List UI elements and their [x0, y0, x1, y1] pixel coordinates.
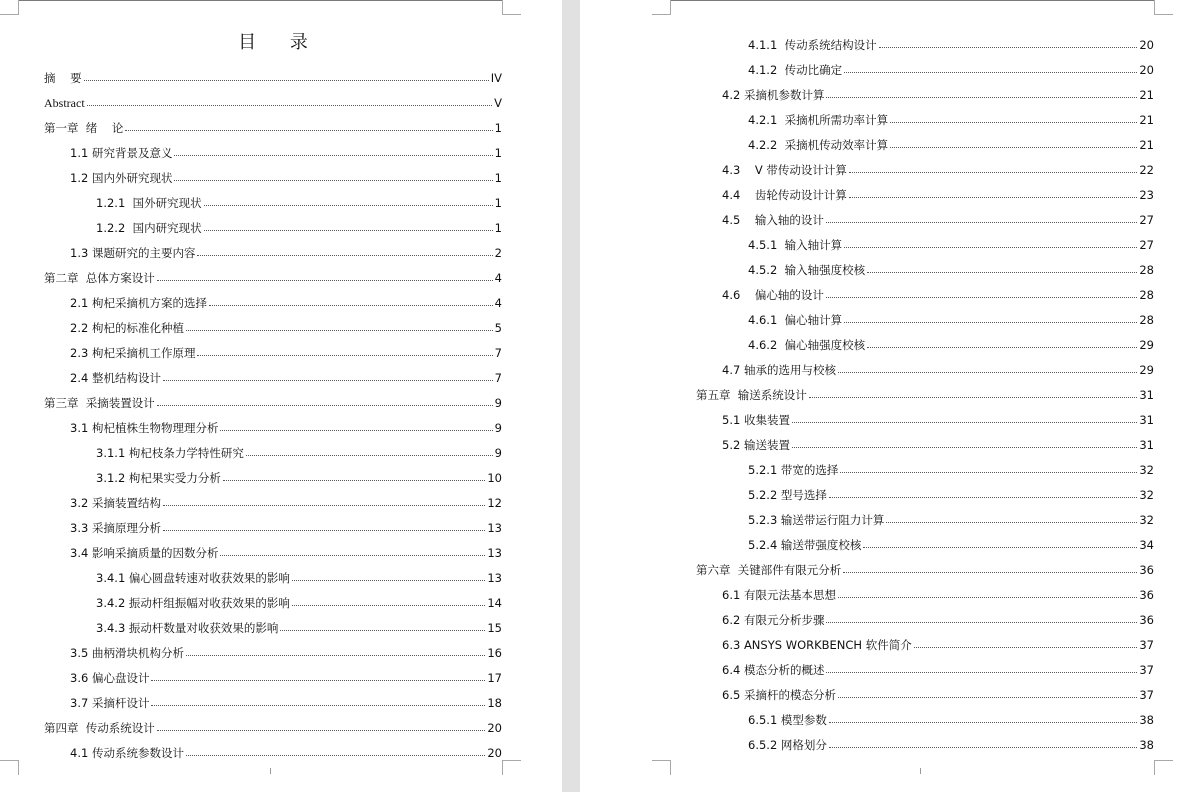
toc-dot-leader	[829, 497, 1137, 498]
document-page-right	[580, 0, 1192, 792]
toc-entry-page-number: 13	[487, 521, 502, 535]
toc-entry-label: 4.5.1 输入轴计算	[748, 238, 843, 252]
toc-entry-page-number: 1	[494, 146, 502, 160]
toc-entry-page-number: 38	[1139, 713, 1154, 727]
toc-entry-page-number: 12	[487, 496, 502, 510]
toc-dot-leader	[849, 172, 1137, 173]
toc-entry-page-number: 15	[487, 621, 502, 635]
toc-dot-leader	[809, 397, 1138, 398]
toc-entry[interactable]	[722, 277, 1154, 302]
toc-dot-leader	[220, 555, 485, 556]
toc-entry-page-number: 17	[487, 671, 502, 685]
margin-corner-mark	[502, 760, 521, 775]
toc-entry-page-number: 9	[494, 421, 502, 435]
toc-entry-page-number: 31	[1139, 438, 1154, 452]
toc-entry-page-number: 10	[487, 471, 502, 485]
toc-entry-page-number: 22	[1139, 163, 1154, 177]
toc-entry-label: 5.2.1 带宽的选择	[748, 463, 839, 477]
toc-entry[interactable]	[70, 735, 502, 760]
toc-dot-leader	[826, 622, 1137, 623]
toc-dot-leader	[220, 430, 492, 431]
toc-entry-label: 第二章 总体方案设计	[44, 271, 155, 285]
toc-entry-page-number: 38	[1139, 738, 1154, 752]
toc-dot-leader	[886, 522, 1137, 523]
toc-dot-leader	[838, 697, 1137, 698]
toc-entry-label: 6.2 有限元分析步骤	[722, 613, 825, 627]
toc-entry[interactable]	[696, 377, 1154, 402]
toc-entry-label: 4.4 齿轮传动设计计算	[722, 188, 847, 202]
toc-entry[interactable]	[748, 302, 1154, 327]
toc-entry[interactable]	[96, 185, 502, 210]
toc-dot-leader	[125, 130, 492, 131]
toc-entry-label: 5.1 收集装置	[722, 413, 790, 427]
toc-entry-label: Abstract	[44, 96, 85, 110]
toc-entry[interactable]	[748, 102, 1154, 127]
toc-entry-label: 4.1 传动系统参数设计	[70, 746, 184, 760]
toc-entry-page-number: 4	[494, 271, 502, 285]
toc-entry[interactable]	[96, 585, 502, 610]
toc-entry-page-number: 21	[1139, 138, 1154, 152]
toc-entry-label: 2.3 枸杞采摘机工作原理	[70, 346, 196, 360]
toc-dot-leader	[174, 155, 492, 156]
toc-dot-leader	[246, 455, 493, 456]
toc-entry[interactable]	[70, 485, 502, 510]
toc-entry-page-number: 21	[1139, 113, 1154, 127]
toc-entry-page-number: 31	[1139, 388, 1154, 402]
toc-dot-leader	[826, 222, 1137, 223]
toc-entry[interactable]	[70, 360, 502, 385]
toc-entry-label: 1.1 研究背景及意义	[70, 146, 173, 160]
toc-entry-page-number: 5	[494, 321, 502, 335]
toc-entry-label: 6.1 有限元法基本思想	[722, 588, 836, 602]
toc-entry-label: 第六章 关键部件有限元分析	[696, 563, 842, 577]
toc-dot-leader	[163, 530, 485, 531]
toc-dot-leader	[174, 180, 492, 181]
toc-entry[interactable]	[748, 127, 1154, 152]
toc-entry-page-number: 27	[1139, 213, 1154, 227]
toc-entry-label: 1.2 国内外研究现状	[70, 171, 173, 185]
toc-entry[interactable]	[96, 460, 502, 485]
toc-dot-leader	[829, 722, 1137, 723]
toc-entry-label: 3.6 偏心盘设计	[70, 671, 150, 685]
toc-entry[interactable]	[722, 152, 1154, 177]
toc-entry-label: 3.4.3 振动杆数量对收获效果的影响	[96, 621, 279, 635]
toc-entry[interactable]	[44, 110, 502, 135]
toc-entry[interactable]	[748, 452, 1154, 477]
toc-dot-leader	[163, 505, 485, 506]
toc-entry-page-number: 28	[1139, 288, 1154, 302]
margin-corner-mark	[0, 0, 19, 15]
toc-entry[interactable]	[44, 60, 502, 85]
toc-entry[interactable]	[722, 577, 1154, 602]
toc-entry[interactable]	[44, 260, 502, 285]
toc-dot-leader	[890, 147, 1137, 148]
toc-dot-leader	[844, 72, 1137, 73]
toc-entry-label: 4.5.2 输入轴强度校核	[748, 263, 866, 277]
toc-dot-leader	[186, 330, 493, 331]
toc-dot-leader	[844, 247, 1137, 248]
toc-entry[interactable]	[748, 327, 1154, 352]
toc-entry-page-number: 32	[1139, 513, 1154, 527]
toc-entry-label: 第三章 采摘装置设计	[44, 396, 155, 410]
toc-dot-leader	[826, 672, 1137, 673]
toc-entry-page-number: 13	[487, 546, 502, 560]
toc-entry-label: 2.4 整机结构设计	[70, 371, 161, 385]
toc-dot-leader	[826, 297, 1137, 298]
toc-dot-leader	[838, 597, 1137, 598]
toc-entry[interactable]	[748, 227, 1154, 252]
toc-dot-leader	[157, 730, 486, 731]
toc-dot-leader	[157, 280, 493, 281]
toc-entry[interactable]	[748, 27, 1154, 52]
toc-dot-leader	[838, 372, 1137, 373]
toc-entry-label: 3.4 影响采摘质量的因数分析	[70, 546, 219, 560]
toc-entry-page-number: 20	[1139, 63, 1154, 77]
toc-entry-page-number: 36	[1139, 563, 1154, 577]
toc-entry[interactable]	[96, 210, 502, 235]
toc-dot-leader	[280, 630, 485, 631]
toc-entry-label: 4.5 输入轴的设计	[722, 213, 824, 227]
toc-dot-leader	[792, 422, 1137, 423]
toc-entry-page-number: 37	[1139, 638, 1154, 652]
margin-corner-mark	[1154, 760, 1173, 775]
toc-entry-label: 第五章 输送系统设计	[696, 388, 807, 402]
toc-entry-page-number: V	[494, 96, 502, 110]
toc-entry-label: 4.2.2 采摘机传动效率计算	[748, 138, 889, 152]
toc-entry[interactable]	[70, 135, 502, 160]
toc-dot-leader	[223, 480, 485, 481]
toc-entry-label: 2.2 枸杞的标准化种植	[70, 321, 184, 335]
margin-corner-mark	[652, 760, 671, 775]
toc-entry-page-number: 23	[1139, 188, 1154, 202]
toc-dot-leader	[792, 447, 1137, 448]
toc-entry-page-number: 28	[1139, 263, 1154, 277]
page-top-edge	[18, 0, 502, 1]
toc-entry[interactable]	[722, 427, 1154, 452]
toc-entry-label: 3.4.1 偏心圆盘转速对收获效果的影响	[96, 571, 290, 585]
toc-dot-leader	[292, 580, 485, 581]
toc-entry-label: 6.3 ANSYS WORKBENCH 软件简介	[722, 638, 912, 652]
toc-dot-leader	[890, 122, 1137, 123]
toc-entry-page-number: IV	[490, 71, 502, 85]
toc-entry-label: 1.2.2 国内研究现状	[96, 221, 202, 235]
toc-dot-leader	[840, 472, 1137, 473]
toc-entry-page-number: 37	[1139, 663, 1154, 677]
toc-dot-leader	[87, 105, 492, 106]
toc-entry[interactable]	[748, 52, 1154, 77]
toc-dot-leader	[186, 755, 485, 756]
toc-title: 目 录	[238, 32, 322, 53]
toc-dot-leader	[84, 80, 489, 81]
toc-entry-label: 4.7 轴承的选用与校核	[722, 363, 836, 377]
toc-entry-label: 5.2.2 型号选择	[748, 488, 827, 502]
toc-dot-leader	[843, 572, 1137, 573]
toc-entry-label: 5.2.4 输送带强度校核	[748, 538, 862, 552]
toc-entry[interactable]	[70, 510, 502, 535]
toc-dot-leader	[157, 405, 493, 406]
toc-dot-leader	[197, 355, 492, 356]
toc-entry-page-number: 7	[494, 371, 502, 385]
toc-entry-page-number: 14	[487, 596, 502, 610]
toc-entry-label: 3.2 采摘装置结构	[70, 496, 161, 510]
toc-entry-label: 摘 要	[44, 71, 82, 85]
toc-entry-label: 1.3 课题研究的主要内容	[70, 246, 196, 260]
toc-entry-page-number: 20	[1139, 38, 1154, 52]
toc-entry-page-number: 1	[494, 196, 502, 210]
toc-entry[interactable]	[722, 402, 1154, 427]
toc-entry[interactable]	[748, 477, 1154, 502]
toc-entry-page-number: 4	[494, 296, 502, 310]
toc-entry[interactable]	[722, 602, 1154, 627]
toc-entry[interactable]	[70, 635, 502, 660]
toc-dot-leader	[867, 272, 1137, 273]
toc-entry-label: 3.1 枸杞植株生物物理理分析	[70, 421, 219, 435]
toc-entry[interactable]	[70, 285, 502, 310]
toc-entry[interactable]	[44, 385, 502, 410]
toc-entry-label: 3.4.2 振动杆组振幅对收获效果的影响	[96, 596, 290, 610]
toc-entry[interactable]	[70, 660, 502, 685]
toc-entry[interactable]	[722, 352, 1154, 377]
margin-corner-mark	[1154, 0, 1173, 15]
toc-entry[interactable]	[70, 310, 502, 335]
toc-entry-page-number: 29	[1139, 363, 1154, 377]
toc-entry-page-number: 1	[494, 171, 502, 185]
toc-entry-page-number: 7	[494, 346, 502, 360]
footer-mark	[920, 768, 921, 774]
toc-dot-leader	[849, 197, 1137, 198]
toc-entry-page-number: 29	[1139, 338, 1154, 352]
toc-dot-leader	[163, 380, 493, 381]
toc-entry[interactable]	[70, 335, 502, 360]
toc-entry-label: 4.1.2 传动比确定	[748, 63, 843, 77]
toc-entry-page-number: 31	[1139, 413, 1154, 427]
toc-entry-label: 1.2.1 国外研究现状	[96, 196, 202, 210]
margin-corner-mark	[652, 0, 671, 15]
toc-entry-label: 4.6.1 偏心轴计算	[748, 313, 843, 327]
toc-entry[interactable]	[748, 527, 1154, 552]
toc-entry-label: 3.5 曲柄滑块机构分析	[70, 646, 184, 660]
toc-entry-label: 3.1.2 枸杞果实受力分析	[96, 471, 221, 485]
toc-entry-page-number: 27	[1139, 238, 1154, 252]
toc-entry-label: 4.6 偏心轴的设计	[722, 288, 824, 302]
toc-entry-label: 3.7 采摘杆设计	[70, 696, 150, 710]
toc-entry-page-number: 32	[1139, 488, 1154, 502]
toc-dot-leader	[186, 655, 485, 656]
document-page-left	[0, 0, 562, 792]
toc-entry-page-number: 37	[1139, 688, 1154, 702]
toc-entry-label: 2.1 枸杞采摘机方案的选择	[70, 296, 207, 310]
toc-entry-page-number: 28	[1139, 313, 1154, 327]
toc-entry-label: 6.5.1 模型参数	[748, 713, 827, 727]
margin-corner-mark	[502, 0, 521, 15]
toc-entry[interactable]	[748, 702, 1154, 727]
toc-entry-label: 6.5.2 网格划分	[748, 738, 827, 752]
toc-entry-label: 第一章 绪 论	[44, 121, 124, 135]
toc-dot-leader	[197, 255, 492, 256]
toc-entry[interactable]	[722, 677, 1154, 702]
toc-dot-leader	[879, 47, 1138, 48]
toc-entry[interactable]	[722, 177, 1154, 202]
toc-entry-page-number: 16	[487, 646, 502, 660]
toc-entry[interactable]	[70, 160, 502, 185]
toc-entry-label: 4.3 V 带传动设计计算	[722, 163, 847, 177]
toc-entry-label: 3.1.1 枸杞枝条力学特性研究	[96, 446, 244, 460]
toc-entry-page-number: 9	[494, 396, 502, 410]
toc-entry[interactable]	[44, 710, 502, 735]
toc-dot-leader	[829, 747, 1137, 748]
toc-entry-page-number: 34	[1139, 538, 1154, 552]
toc-entry-label: 4.2.1 采摘机所需功率计算	[748, 113, 889, 127]
toc-entry-label: 5.2.3 输送带运行阻力计算	[748, 513, 885, 527]
toc-entry[interactable]	[696, 552, 1154, 577]
toc-entry[interactable]	[722, 652, 1154, 677]
toc-entry[interactable]	[44, 85, 502, 110]
toc-entry[interactable]	[748, 727, 1154, 752]
toc-entry-page-number: 1	[494, 221, 502, 235]
toc-dot-leader	[204, 205, 493, 206]
toc-dot-leader	[826, 97, 1137, 98]
toc-entry[interactable]	[70, 410, 502, 435]
toc-entry-label: 5.2 输送装置	[722, 438, 790, 452]
toc-entry-label: 4.6.2 偏心轴强度校核	[748, 338, 866, 352]
toc-entry[interactable]	[722, 627, 1154, 652]
toc-entry-label: 6.5 采摘杆的模态分析	[722, 688, 836, 702]
toc-entry-page-number: 18	[487, 696, 502, 710]
toc-entry-label: 第四章 传动系统设计	[44, 721, 155, 735]
toc-entry[interactable]	[70, 685, 502, 710]
toc-entry[interactable]	[96, 435, 502, 460]
page-top-edge	[670, 0, 1154, 1]
toc-dot-leader	[151, 705, 485, 706]
toc-entry-page-number: 13	[487, 571, 502, 585]
toc-entry-label: 4.2 采摘机参数计算	[722, 88, 825, 102]
toc-dot-leader	[867, 347, 1137, 348]
toc-dot-leader	[292, 605, 485, 606]
toc-entry-page-number: 36	[1139, 613, 1154, 627]
toc-entry-page-number: 9	[494, 446, 502, 460]
toc-entry-page-number: 20	[487, 721, 502, 735]
toc-entry[interactable]	[748, 502, 1154, 527]
margin-corner-mark	[0, 760, 19, 775]
toc-entry-page-number: 20	[487, 746, 502, 760]
toc-entry-page-number: 21	[1139, 88, 1154, 102]
toc-dot-leader	[151, 680, 485, 681]
toc-entry-label: 6.4 模态分析的概述	[722, 663, 825, 677]
toc-entry-page-number: 1	[494, 121, 502, 135]
toc-entry[interactable]	[722, 202, 1154, 227]
toc-entry-label: 3.3 采摘原理分析	[70, 521, 161, 535]
toc-dot-leader	[204, 230, 493, 231]
toc-entry[interactable]	[70, 535, 502, 560]
toc-dot-leader	[863, 547, 1137, 548]
toc-entry[interactable]	[96, 610, 502, 635]
toc-entry[interactable]	[748, 252, 1154, 277]
toc-entry-page-number: 36	[1139, 588, 1154, 602]
toc-entry[interactable]	[96, 560, 502, 585]
toc-dot-leader	[914, 647, 1138, 648]
toc-entry-page-number: 32	[1139, 463, 1154, 477]
toc-entry[interactable]	[70, 235, 502, 260]
footer-mark	[270, 768, 271, 774]
toc-dot-leader	[844, 322, 1137, 323]
toc-entry-label: 4.1.1 传动系统结构设计	[748, 38, 877, 52]
toc-dot-leader	[209, 305, 493, 306]
toc-entry-page-number: 2	[494, 246, 502, 260]
toc-entry[interactable]	[722, 77, 1154, 102]
